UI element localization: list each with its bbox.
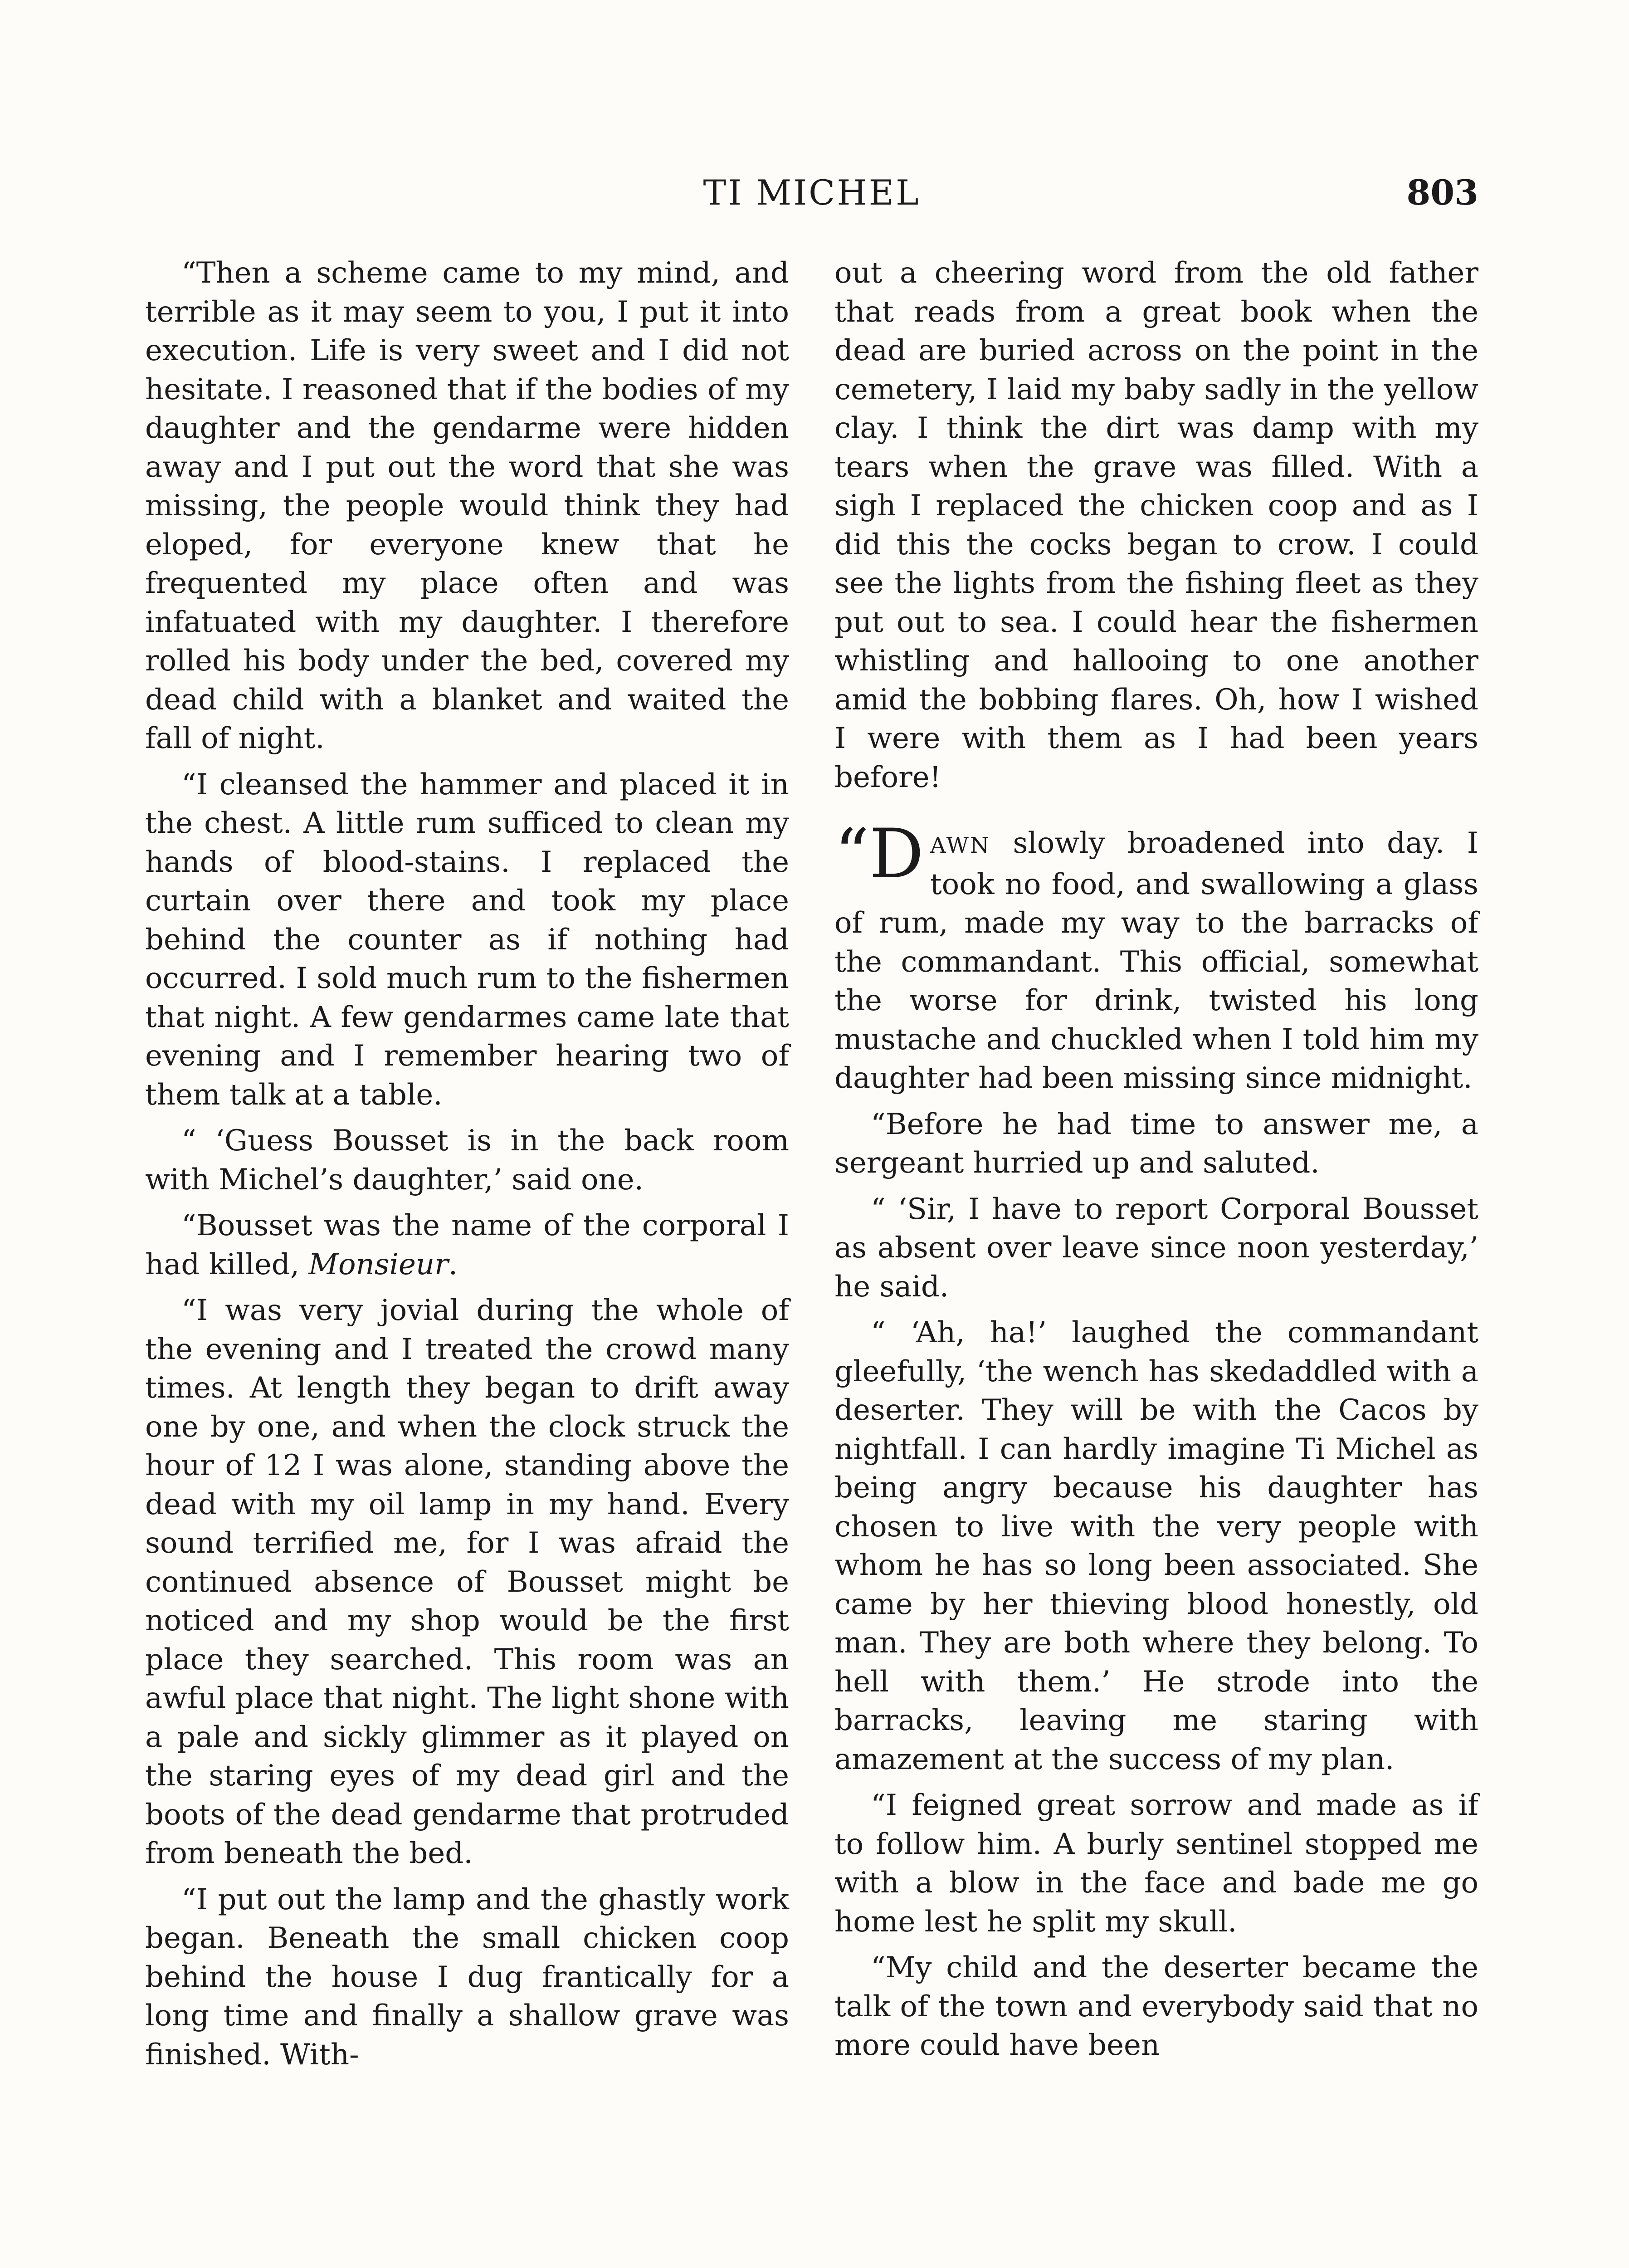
paragraph: “ ‘Sir, I have to report Corporal Bousset as absent over leave since noon yesterday,’ he said. (834, 1192, 1478, 1304)
page-header (145, 168, 1478, 218)
paragraph: “Then a scheme came to my mind, and terrible as it may seem to you, I put it into execution. Life is very sweet and I did not hesitate. I reasoned that if the bodies of my daughter and the gendarme were hidden away and I put out the word that she was missing, the people would think they had eloped, for everyone knew that he frequented my place often and was infatuated with my daughter. I therefore rolled his body under the bed, covered my dead child with a blanket and waited the fall of night. (145, 256, 789, 755)
paragraph: “ ‘Ah, ha!’ laughed the commandant gleefully, ‘the wench has skedaddled with a deserter. They will be with the Cacos by nightfall. I can hardly imagine Ti Michel as being angry because his daughter has chosen to live with the very people with whom he has so long been associated. She came by her thieving blood honestly, old man. They are both where they belong. To hell with them.’ He strode into the barracks, leaving me staring with amazement at the success of my plan. (834, 1316, 1478, 1776)
drop-cap-letter: D (869, 815, 924, 894)
opening-quote: “ (834, 815, 869, 894)
paragraph: “Before he had time to answer me, a sergeant hurried up and saluted. (834, 1107, 1478, 1180)
paragraph-text: “Bousset was the name of the corporal I had killed, (145, 1209, 789, 1281)
paragraph (145, 1207, 789, 1284)
page-number: 803 (1406, 172, 1478, 213)
paragraph-text: slowly broadened into day. I took no food, and swallowing a glass of rum, made my way to the barracks of the commandant. This official, somewhat the worse for drink, twisted his long mustache and chuckled when I told him my daughter had been missing since midnight. (834, 826, 1478, 1095)
paragraph: “I put out the lamp and the ghastly work began. Beneath the small chicken coop behind the house I dug frantically for a long time and finally a shallow grave was finished. With- (145, 1882, 789, 2072)
right-column (834, 254, 1478, 2072)
paragraph-end: . (448, 1247, 458, 1281)
paragraph: “ ‘Guess Bousset is in the back room with Michel’s daughter,’ said one. (145, 1124, 789, 1197)
drop-cap (834, 815, 924, 894)
italic-text: Monsieur (308, 1247, 449, 1281)
paragraph: “My child and the deserter became the talk of the town and everybody said that no more could have been (834, 1951, 1478, 2062)
paragraph: “I feigned great sorrow and made as if to follow him. A burly sentinel stopped me with a blow in the face and bade me go home lest he split my skull. (834, 1789, 1478, 1939)
running-title: TI MICHEL (703, 172, 921, 213)
paragraph: out a cheering word from the old father that reads from a great book when the dead are buried across on the point in the cemetery, I laid my baby sadly in the yellow clay. I think the dirt was damp with my tears when the grave was filled. With a sigh I replaced the chicken coop and as I did this the cocks began to crow. I could see the lights from the fishing fleet as they put out to sea. I could hear the fishermen whistling and hallooing to one another amid the bobbing flares. Oh, how I wished I were with them as I had been years before! (834, 256, 1478, 794)
paragraph: “I cleansed the hammer and placed it in the chest. A little rum sufficed to clean my hands of blood-stains. I replaced the curtain over there and took my place behind the counter as if nothing had occurred. I sold much rum to the fishermen that night. A few gendarmes came late that evening and I remember hearing two of them talk at a table. (145, 767, 789, 1112)
section-opening-paragraph (834, 815, 1478, 1098)
left-column (145, 254, 789, 2082)
small-caps-text: AWN (930, 833, 991, 858)
paragraph: “I was very jovial during the whole of the evening and I treated the crowd many times. At length they began to drift away one by one, and when the clock struck the hour of 12 I was alone, standing above the dead with my oil lamp in my hand. Every sound terrified me, for I was afraid the continued absence of Bousset might be noticed and my shop would be the first place they searched. This room was an awful place that night. The light shone with a pale and sickly glimmer as it played on the staring eyes of my dead girl and the boots of the dead gendarme that protruded from beneath the bed. (145, 1294, 789, 1870)
